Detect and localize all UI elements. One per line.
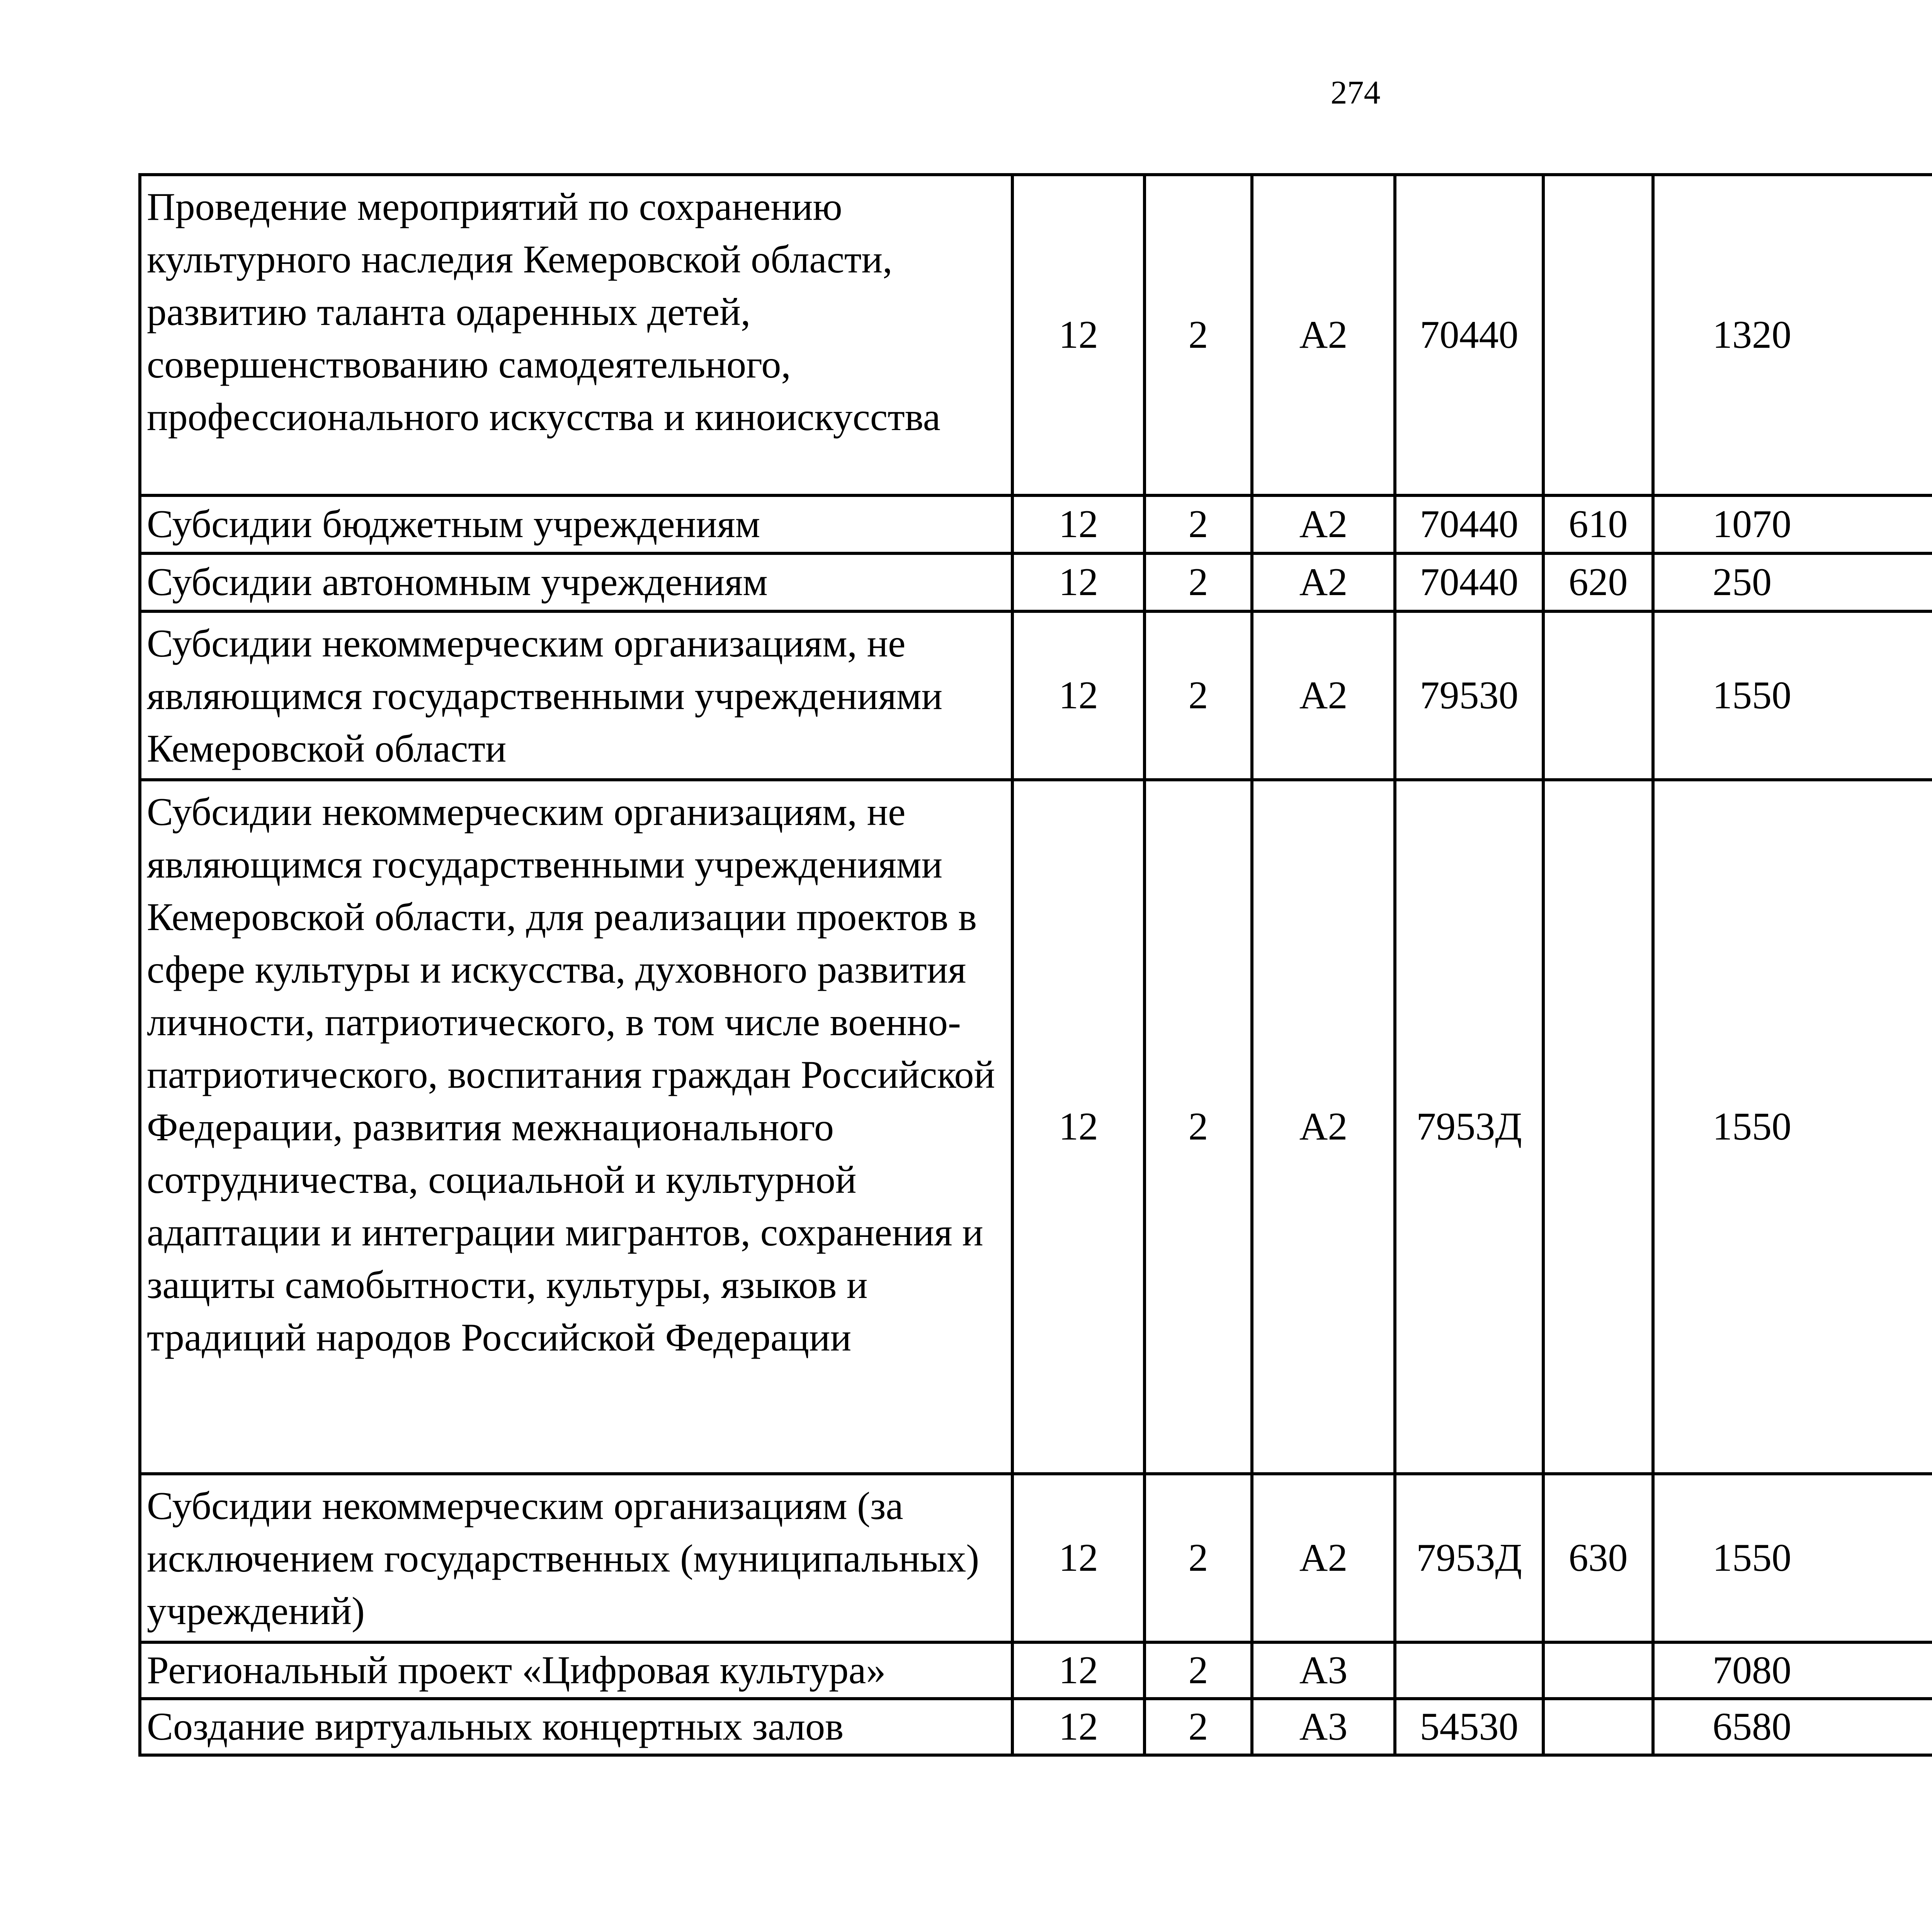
section-code: 12 [1012, 495, 1145, 553]
direction-code: 7953Д [1395, 1474, 1543, 1642]
amount: 6580 [1653, 1699, 1932, 1755]
section-code: 12 [1012, 1474, 1145, 1642]
table-row [140, 495, 1932, 553]
section-code: 12 [1012, 1699, 1145, 1755]
direction-code: 70440 [1395, 553, 1543, 611]
program-code: А2 [1252, 1474, 1395, 1642]
section-code: 12 [1012, 611, 1145, 780]
row-name: Субсидии некоммерческим организациям, не являющимся государственными учреждениями Кемеровской области [140, 611, 1012, 780]
section-code: 12 [1012, 553, 1145, 611]
amount: 250 [1653, 553, 1932, 611]
row-name: Субсидии автономным учреждениям [140, 553, 1012, 611]
direction-code: 79530 [1395, 611, 1543, 780]
expense-type-code [1543, 780, 1653, 1474]
amount: 1550 [1653, 611, 1932, 780]
expense-type-code: 630 [1543, 1474, 1653, 1642]
expense-type-code [1543, 1642, 1653, 1699]
subsection-code: 2 [1145, 780, 1252, 1474]
table-row [140, 553, 1932, 611]
row-name: Региональный проект «Цифровая культура» [140, 1642, 1012, 1699]
subsection-code: 2 [1145, 1699, 1252, 1755]
subsection-code: 2 [1145, 495, 1252, 553]
subsection-code: 2 [1145, 553, 1252, 611]
section-code: 12 [1012, 175, 1145, 495]
direction-code: 70440 [1395, 495, 1543, 553]
expense-type-code: 610 [1543, 495, 1653, 553]
amount: 1070 [1653, 495, 1932, 553]
program-code: А2 [1252, 780, 1395, 1474]
direction-code: 70440 [1395, 175, 1543, 495]
expense-type-code [1543, 1699, 1653, 1755]
direction-code [1395, 1642, 1543, 1699]
row-name: Субсидии некоммерческим организациям, не являющимся государственными учреждениями Кемеровской области, для реализации проектов в сфере культуры и искусства, духовного развития личности, патриотического, в том числе военно-патриотического, воспитания граждан Российской Федерации, развития межнационального сотрудничества, социальной и культурной адаптации и интеграции мигрантов, сохранения и защиты самобытности, культуры, языков и традиций народов Российской Федерации [140, 780, 1012, 1474]
subsection-code: 2 [1145, 175, 1252, 495]
program-code: А3 [1252, 1642, 1395, 1699]
direction-code: 7953Д [1395, 780, 1543, 1474]
row-name: Субсидии некоммерческим организациям (за исключением государственных (муниципальных) учреждений) [140, 1474, 1012, 1642]
budget-table [138, 173, 1932, 1757]
table-row [140, 175, 1932, 495]
subsection-code: 2 [1145, 1642, 1252, 1699]
row-name: Субсидии бюджетным учреждениям [140, 495, 1012, 553]
table-row [140, 780, 1932, 1474]
subsection-code: 2 [1145, 1474, 1252, 1642]
program-code: А2 [1252, 553, 1395, 611]
program-code: А3 [1252, 1699, 1395, 1755]
program-code: А2 [1252, 611, 1395, 780]
row-name: Создание виртуальных концертных залов [140, 1699, 1012, 1755]
amount: 1550 [1653, 780, 1932, 1474]
program-code: А2 [1252, 175, 1395, 495]
row-name: Проведение мероприятий по сохранению культурного наследия Кемеровской области, развитию таланта одаренных детей, совершенствованию самодеятельного, профессионального искусства и киноискусства [140, 175, 1012, 495]
program-code: А2 [1252, 495, 1395, 553]
table-row [140, 1474, 1932, 1642]
section-code: 12 [1012, 780, 1145, 1474]
expense-type-code [1543, 175, 1653, 495]
expense-type-code: 620 [1543, 553, 1653, 611]
direction-code: 54530 [1395, 1699, 1543, 1755]
amount: 1550 [1653, 1474, 1932, 1642]
table-row [140, 1642, 1932, 1699]
table-row [140, 611, 1932, 780]
amount: 1320 [1653, 175, 1932, 495]
expense-type-code [1543, 611, 1653, 780]
section-code: 12 [1012, 1642, 1145, 1699]
page-number: 274 [1330, 74, 1381, 111]
table-row [140, 1699, 1932, 1755]
subsection-code: 2 [1145, 611, 1252, 780]
amount: 7080 [1653, 1642, 1932, 1699]
